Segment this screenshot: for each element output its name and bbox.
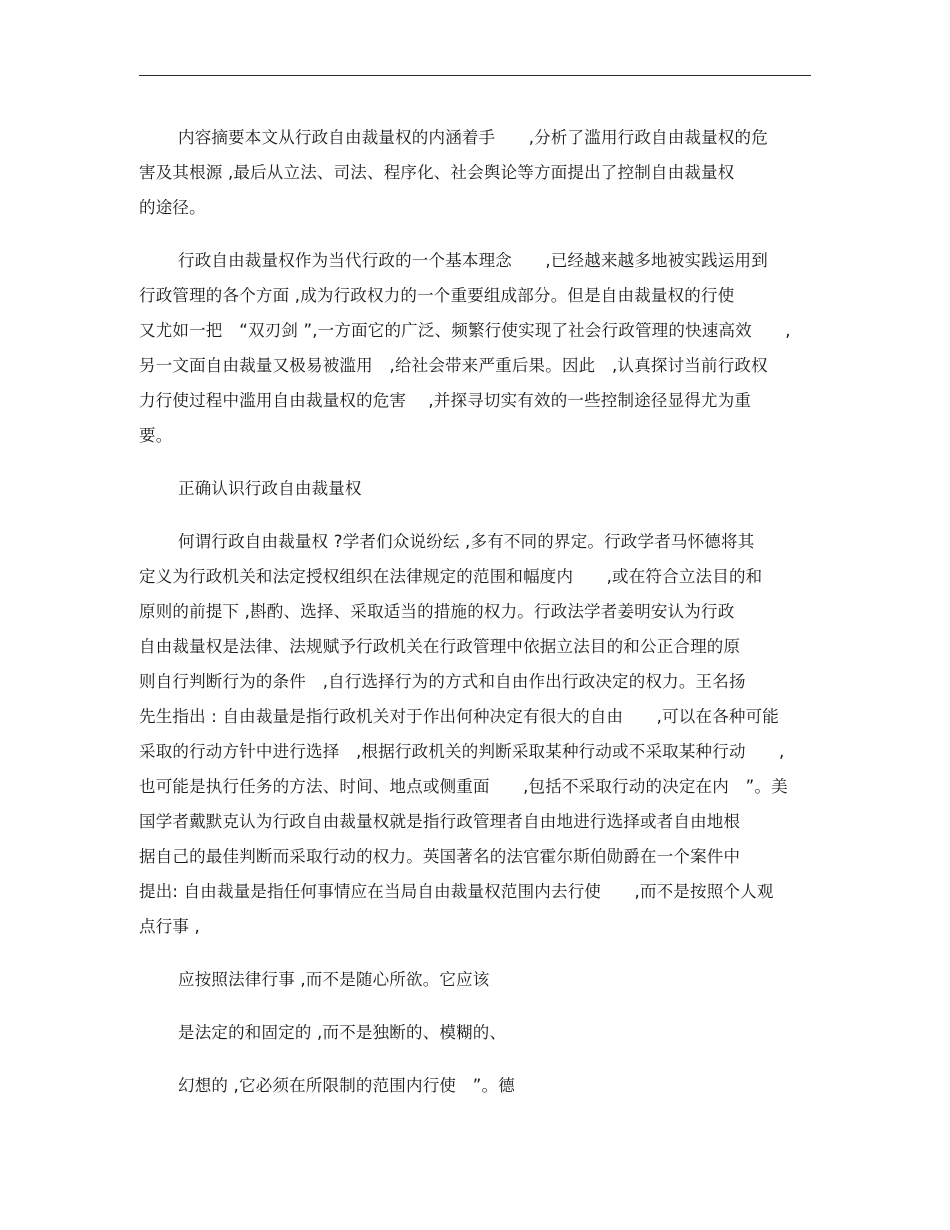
text-line: 点行事 ,	[139, 917, 200, 936]
text-line: 内容摘要本文从行政自由裁量权的内涵着手 ,分析了滥用行政自由裁量权的危	[178, 128, 768, 147]
header-rule	[139, 75, 811, 76]
text-line: 原则的前提下 ,斟酌、选择、采取适当的措施的权力。行政法学者姜明安认为行政	[139, 602, 735, 621]
text-line: 的途径。	[139, 198, 206, 217]
text-line: 另一文面自由裁量又极易被滥用 ,给社会带来严重后果。因此 ,认真探讨当前行政权	[139, 356, 768, 375]
text-line: 据自己的最佳判断而采取行动的权力。英国著名的法官霍尔斯伯勋爵在一个案件中	[139, 847, 741, 866]
text-line: 行政自由裁量权作为当代行政的一个基本理念 ,已经越来越多地被实践运用到	[178, 251, 768, 270]
text-line: 自由裁量权是法律、法规赋予行政机关在行政管理中依据立法目的和公正合理的原	[139, 637, 741, 656]
text-line: 采取的行动方针中进行选择 ,根据行政机关的判断采取某种行动或不采取某种行动 ,	[139, 742, 785, 761]
text-line: 害及其根源 ,最后从立法、司法、程序化、社会舆论等方面提出了控制自由裁量权	[139, 163, 735, 182]
text-line: 又尤如一把 “双刃剑 ”,一方面它的广泛、频繁行使实现了社会行政管理的快速高效 ,	[139, 321, 791, 340]
text-line: 提出: 自由裁量是指任何事情应在当局自由裁量权范围内去行使 ,而不是按照个人观	[139, 882, 774, 901]
quote-line: 幻想的 ,它必须在所限制的范围内行使 ”。德	[178, 1076, 515, 1095]
text-line: 也可能是执行任务的方法、时间、地点或侧重面 ,包括不采取行动的决定在内 ”。美	[139, 777, 788, 796]
text-line: 则自行判断行为的条件 ,自行选择行为的方式和自由作出行政决定的权力。王名扬	[139, 672, 746, 691]
quote-line: 是法定的和固定的 ,而不是独断的、模糊的、	[178, 1023, 507, 1042]
text-line: 先生指出 : 自由裁量是指行政机关对于作出何种决定有很大的自由 ,可以在各种可能	[139, 707, 779, 726]
text-line: 行政管理的各个方面 ,成为行政权力的一个重要组成部分。但是自由裁量权的行使	[139, 286, 735, 305]
text-line: 何谓行政自由裁量权 ?学者们众说纷纭 ,多有不同的界定。行政学者马怀德将其	[178, 532, 755, 551]
quote-line: 应按照法律行事 ,而不是随心所欲。它应该	[178, 970, 490, 989]
text-line: 国学者戴默克认为行政自由裁量权就是指行政管理者自由地进行选择或者自由地根	[139, 812, 741, 831]
text-line: 力行使过程中滥用自由裁量权的危害 ,并探寻切实有效的一些控制途径显得尤为重	[139, 391, 752, 410]
text-line: 定义为行政机关和法定授权组织在法律规定的范围和幅度内 ,或在符合立法目的和	[139, 567, 763, 586]
section-heading: 正确认识行政自由裁量权	[178, 479, 362, 498]
text-line: 要。	[139, 426, 173, 445]
